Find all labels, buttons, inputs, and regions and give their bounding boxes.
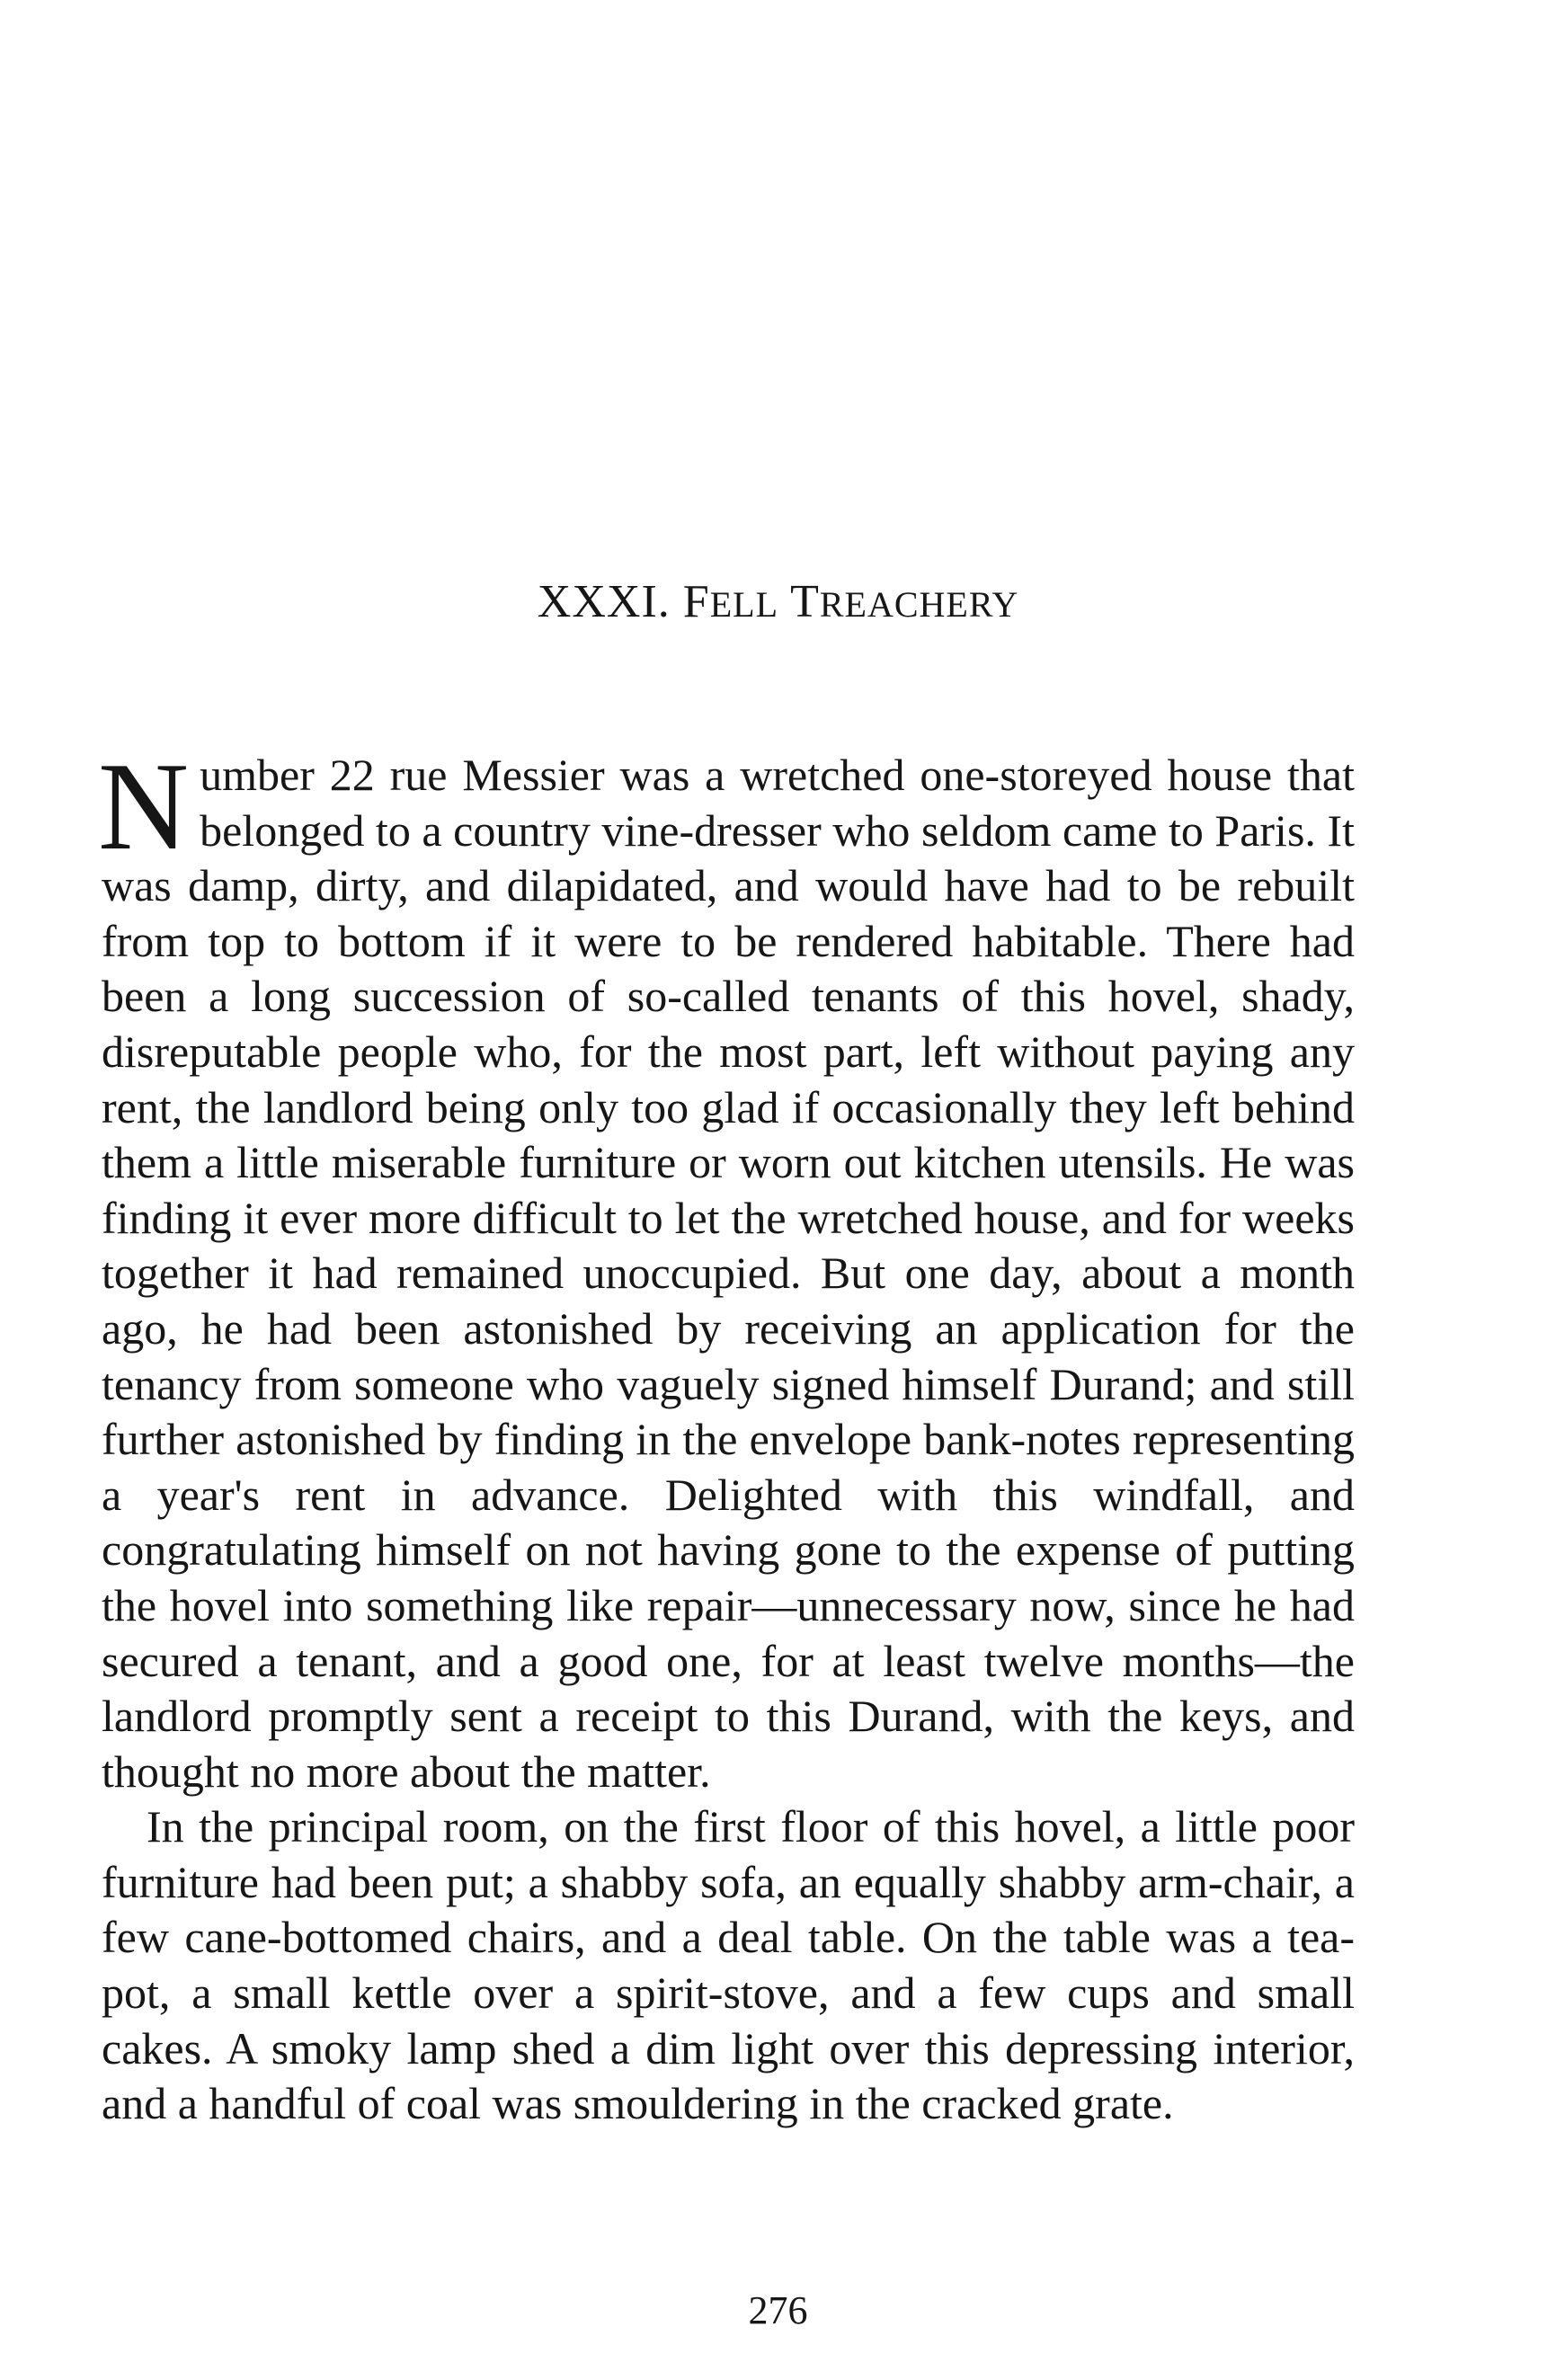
drop-cap: N — [98, 737, 190, 876]
paragraph-2: In the principal room, on the first floor of this hovel, a little poor furniture had been put; a shabby sofa, an equally shabby arm-chair, a few cane-bottomed chairs, and a deal table. On the table was a tea-pot, a small kettle over a spirit-stove, and a few cups and small cakes. A smoky lamp shed a dim light over this depressing interior, and a handful of coal was smouldering in the cracked grate. — [102, 1801, 1355, 2129]
paragraph-1 — [98, 737, 1355, 1799]
title-word-2: TREACHERY — [790, 576, 1019, 627]
chapter-body — [98, 737, 1355, 2132]
chapter-title — [0, 575, 1556, 628]
chapter-numeral: XXXI. — [537, 576, 671, 627]
page-number: 276 — [748, 2288, 808, 2332]
title-word-1: FELL — [682, 576, 779, 627]
paragraph-1-text: umber 22 rue Messier was a wretched one-storeyed house that belonged to a country vine-dresser who seldom came to Paris. It was damp, dirty, and dilapidated, and would have had to be rebuilt from top to bottom if it were to be rendered habitable. There had been a long succession of so-called tenants of this hovel, shady, disreputable people who, for the most part, left without paying any rent, the landlord being only too glad if occasionally they left behind them a little miserable furniture or worn out kitchen utensils. He was finding it ever more difficult to let the wretched house, and for weeks together it had remained unoccupied. But one day, about a month ago, he had been astonished by receiving an application for the tenancy from someone who vaguely signed himself Durand; and still further astonished by finding in the envelope bank-notes representing a year's rent in advance. Delighted with this windfall, and congratulating himself on not having gone to the expense of putting the hovel into something like repair—unnecessary now, since he had secured a tenant, and a good one, for at least twelve months—the landlord promptly sent a receipt to this Durand, with the keys, and thought no more about the matter. — [102, 750, 1355, 1797]
